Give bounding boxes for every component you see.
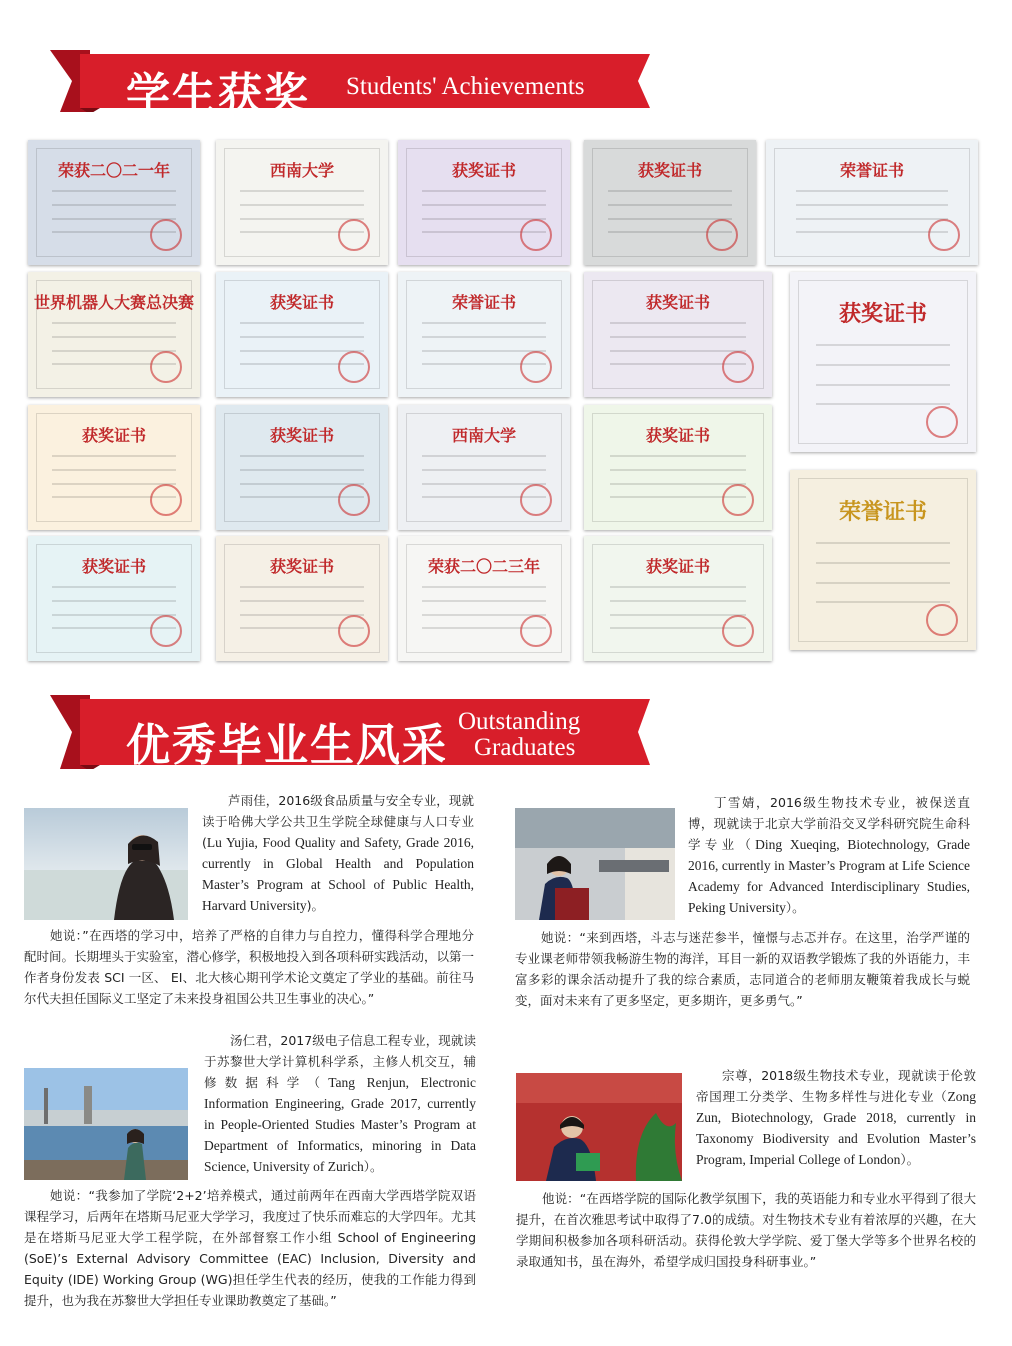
certificate-title: 西南大学 — [269, 161, 334, 180]
certificate-title: 获奖证书 — [645, 426, 710, 445]
certificate-text-line — [796, 231, 949, 233]
certificate-text-line — [816, 403, 950, 405]
award-certificate — [398, 140, 570, 265]
certificate-title: 获奖证书 — [645, 557, 710, 576]
certificate-title: 荣誉证书 — [839, 161, 904, 180]
certificate-text-line — [422, 600, 546, 602]
certificate-text-line — [240, 586, 364, 588]
certificate-seal — [722, 615, 754, 647]
certificate-text-line — [422, 614, 546, 616]
certificate-text-line — [422, 204, 546, 206]
certificate-text-line — [240, 600, 364, 602]
award-certificate — [584, 536, 772, 661]
award-certificate — [766, 140, 978, 265]
certificate-title: 获奖证书 — [637, 161, 702, 180]
section-banner-achievements — [50, 50, 650, 120]
intro-en-text: Ding Xueqing, Biotechnology, Grade 2016, currently in Master’s Program at Life Science Academy for Advanced Interdisciplinary Studies, Peking University — [688, 837, 970, 915]
certificate-seal — [926, 604, 958, 636]
award-certificate — [584, 405, 772, 530]
certificate-text-line — [422, 190, 546, 192]
certificate-seal — [520, 615, 552, 647]
graduate-quote-lu-yujia: 她说：”在西塔的学习中，培养了严格的自律力与自控力，懂得科学合理地分配时间。长期埋头于实验室，潜心修学，积极地投入到各项科研实践活动，以第一作者身份发表 SCI 一区、 EI、北大核心期刊学术论文奠定了学业的基础。前往马尔代夫担任国际义工坚定了未来投身祖国公共卫生事业的决心。” — [24, 928, 475, 1006]
certificate-text-line — [816, 582, 950, 584]
certificate-text-line — [610, 455, 745, 457]
certificate-seal — [928, 219, 960, 251]
certificate-title: 荣获二〇二一年 — [57, 161, 170, 180]
graduate-photo-lu-yujia — [24, 808, 188, 920]
certificate-title: 获奖证书 — [269, 557, 334, 576]
certificate-text-line — [422, 483, 546, 485]
award-certificate — [398, 272, 570, 397]
certificate-seal — [926, 406, 958, 438]
certificate-seal — [338, 351, 370, 383]
certificate-text-line — [610, 483, 745, 485]
certificate-title: 荣誉证书 — [838, 499, 927, 525]
award-certificate — [584, 140, 756, 265]
certificate-seal — [722, 484, 754, 516]
award-certificate — [584, 272, 772, 397]
certificate-seal — [520, 484, 552, 516]
certificate-text-line — [610, 600, 745, 602]
certificate-text-line — [610, 336, 745, 338]
certificate-text-line — [608, 190, 732, 192]
certificate-text-line — [240, 350, 364, 352]
certificate-text-line — [52, 336, 176, 338]
certificate-title: 荣获二〇二三年 — [427, 557, 540, 576]
certificate-text-line — [610, 469, 745, 471]
certificate-seal — [722, 351, 754, 383]
certificate-text-line — [796, 190, 949, 192]
certificate-text-line — [816, 542, 950, 544]
certificate-title: 获奖证书 — [269, 426, 334, 445]
certificate-title: 获奖证书 — [451, 161, 516, 180]
certificate-seal — [150, 219, 182, 251]
award-certificate — [398, 405, 570, 530]
intro-cn-text: 芦雨佳，2016级食品质量与安全专业，现就读于哈佛大学公共卫生学院全球健康与人口专业( — [202, 793, 474, 850]
certificate-text-line — [796, 204, 949, 206]
certificate-title: 世界机器人大赛总决赛 — [33, 293, 194, 312]
certificate-seal — [150, 615, 182, 647]
intro-end-text: )。 — [306, 898, 324, 913]
award-certificate — [216, 536, 388, 661]
certificate-text-line — [816, 601, 950, 603]
certificate-seal — [520, 351, 552, 383]
intro-en-text: Tang Renjun, Electronic Information Engineering, Grade 2017, currently in People-Oriented Studies Master’s Program at Department of Informatics, minoring in Data Science, University of Zurich — [204, 1075, 476, 1174]
intro-cn-text: 宗尊，2018级生物技术专业，现就读于伦敦帝国理工分类学、生物多样性与进化专业（ — [696, 1068, 976, 1104]
section-title-cn: 学生获奖 — [126, 69, 310, 120]
certificate-title: 荣誉证书 — [451, 293, 516, 312]
certificate-seal — [706, 219, 738, 251]
certificate-text-line — [422, 350, 546, 352]
certificate-text-line — [52, 322, 176, 324]
intro-cn-text: 汤仁君，2017级电子信息工程专业，现就读于苏黎世大学计算机科学系，主修人机交互，辅修数据科学（ — [204, 1033, 476, 1090]
certificate-text-line — [422, 336, 546, 338]
section-title-en-line1: Outstanding — [458, 708, 581, 735]
certificate-text-line — [610, 350, 745, 352]
intro-en-text: Zong Zun, Biotechnology, Grade 2018, currently in Taxonomy Biodiversity and Evolution Master’s Program, Imperial College of London — [696, 1089, 976, 1167]
certificate-text-line — [610, 586, 745, 588]
certificate-text-line — [52, 190, 176, 192]
award-certificate — [28, 272, 200, 397]
certificate-title: 西南大学 — [451, 426, 516, 445]
certificate-text-line — [240, 218, 364, 220]
certificate-seal — [338, 219, 370, 251]
certificate-text-line — [816, 562, 950, 564]
certificate-text-line — [610, 614, 745, 616]
certificate-text-line — [608, 218, 732, 220]
certificate-text-line — [240, 322, 364, 324]
certificate-text-line — [240, 614, 364, 616]
certificate-text-line — [240, 204, 364, 206]
certificate-text-line — [52, 218, 176, 220]
graduate-intro-zong-zun — [696, 1065, 976, 1170]
certificate-text-line — [816, 344, 950, 346]
award-certificate — [216, 405, 388, 530]
certificate-text-line — [52, 204, 176, 206]
award-certificate — [790, 272, 976, 452]
certificate-title: 获奖证书 — [81, 426, 146, 445]
award-certificate — [398, 536, 570, 661]
graduate-photo-ding-xueqing — [515, 808, 675, 920]
graduate-quote-ding-xueqing: 她说：“来到西塔，斗志与迷茫参半，憧憬与忐忑并存。在这里，治学严谨的专业课老师带领我畅游生物的海洋，耳目一新的双语教学锻炼了我的外语能力，丰富多彩的课余活动提升了我的综合素质，志同道合的老师朋友鞭策着我成长与蜕变，面对未来有了更多坚定，更多期许，更多勇气。” — [515, 930, 970, 1008]
certificate-text-line — [52, 350, 176, 352]
certificate-text-line — [608, 204, 732, 206]
certificate-title: 获奖证书 — [81, 557, 146, 576]
certificate-text-line — [240, 483, 364, 485]
graduate-photo-tang-renjun — [24, 1068, 188, 1180]
certificate-text-line — [240, 469, 364, 471]
intro-cn-text: 丁雪婧，2016级生物技术专业，被保送直博，现就读于北京大学前沿交叉学科研究院生命科学专业（ — [688, 795, 970, 852]
award-certificate — [28, 405, 200, 530]
certificate-text-line — [240, 336, 364, 338]
graduate-photo-zong-zun — [516, 1073, 682, 1181]
certificate-seal — [338, 484, 370, 516]
section-banner-graduates — [50, 695, 650, 769]
graduate-intro-lu-yujia — [202, 790, 474, 916]
certificate-seal — [150, 351, 182, 383]
award-certificate — [216, 140, 388, 265]
section-title-en-line2: Graduates — [474, 734, 576, 761]
award-certificate — [28, 536, 200, 661]
certificate-text-line — [240, 455, 364, 457]
certificate-seal — [520, 219, 552, 251]
certificate-text-line — [422, 469, 546, 471]
certificate-seal — [150, 484, 182, 516]
certificate-text-line — [422, 322, 546, 324]
certificate-title: 获奖证书 — [838, 301, 927, 327]
certificate-text-line — [52, 614, 176, 616]
certificate-text-line — [422, 218, 546, 220]
intro-en-text: Lu Yujia, Food Quality and Safety, Grade 2016, currently in Global Health and Population Master’s Program at School of Public Health, Harvard University — [202, 835, 474, 913]
certificate-text-line — [816, 364, 950, 366]
certificate-text-line — [52, 469, 176, 471]
certificate-text-line — [796, 218, 949, 220]
certificate-title: 获奖证书 — [269, 293, 334, 312]
award-certificate — [790, 470, 976, 650]
certificate-text-line — [52, 455, 176, 457]
certificate-text-line — [240, 190, 364, 192]
graduate-quote-tang-renjun: 她说：“我参加了学院‘2+2’培养模式，通过前两年在西南大学西塔学院双语课程学习，后两年在塔斯马尼亚大学学习，我度过了快乐而难忘的大学四年。尤其是在塔斯马尼亚大学工程学院，在外部督察工作小组 School of Engineering (SoE)’s External Advisory Committee (EAC) Inclusion, Diversity and Equity (IDE) Working Group (WG)担任学生代表的经历，使我的工作能力得到提升，也为我在苏黎世大学担任专业课助教奠定了基础。” — [24, 1188, 476, 1308]
section-title-cn: 优秀毕业生风采 — [126, 720, 448, 771]
certificate-seal — [338, 615, 370, 647]
certificate-title: 获奖证书 — [645, 293, 710, 312]
award-certificate — [216, 272, 388, 397]
graduate-intro-ding-xueqing — [688, 792, 970, 918]
graduate-quote-zong-zun: 他说：“在西塔学院的国际化教学氛围下，我的英语能力和专业水平得到了很大提升，在首次雅思考试中取得了7.0的成绩。对生物技术专业有着浓厚的兴趣，在大学期间积极参加各项科研活动。获得伦敦大学学院、爱丁堡大学等多个世界名校的录取通知书，虽在海外，希望学成归国投身科研事业。” — [516, 1191, 976, 1269]
certificate-text-line — [52, 483, 176, 485]
certificate-text-line — [422, 586, 546, 588]
intro-end-text: ）。 — [900, 1152, 920, 1167]
certificate-text-line — [422, 455, 546, 457]
section-title-en: Students' Achievements — [346, 73, 585, 100]
graduate-intro-tang-renjun — [204, 1030, 476, 1177]
certificate-text-line — [816, 384, 950, 386]
intro-end-text: ）。 — [785, 900, 805, 915]
award-certificate — [28, 140, 200, 265]
intro-end-text: ）。 — [363, 1159, 383, 1174]
certificate-text-line — [52, 600, 176, 602]
certificate-text-line — [610, 322, 745, 324]
certificate-text-line — [52, 586, 176, 588]
